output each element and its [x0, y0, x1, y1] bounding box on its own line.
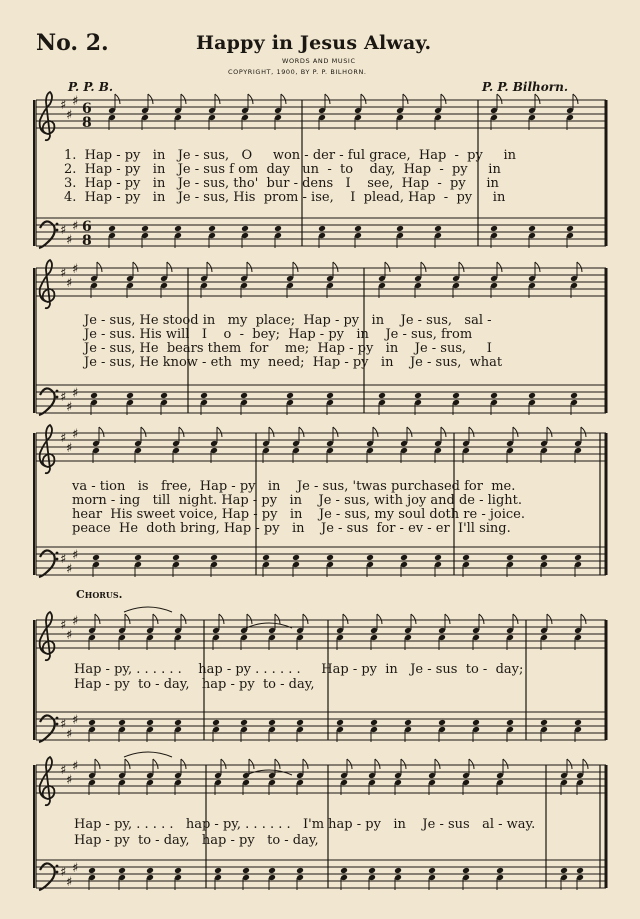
note-head: [400, 554, 408, 561]
treble-clef: [40, 92, 55, 140]
note-flag: [469, 759, 474, 769]
note-flag: [95, 614, 100, 624]
bass-clef-dot: [56, 229, 59, 232]
note-flag: [275, 759, 280, 769]
note-flag: [153, 614, 158, 624]
note-head: [506, 554, 514, 561]
note-head: [574, 554, 582, 561]
note-head: [462, 554, 470, 561]
note-flag: [303, 614, 308, 624]
note-head: [210, 554, 218, 561]
note-flag: [581, 614, 586, 624]
note-flag: [247, 614, 252, 624]
lyricist-credit: P. P. B.: [68, 80, 114, 94]
lyric-line: hear His sweet voice, Hap - py in Je - sus, my soul doth re - joice.: [72, 507, 525, 522]
sharp-sign: ♯: [72, 861, 79, 876]
note-head: [134, 554, 142, 561]
note-head: [174, 719, 182, 726]
note-flag: [403, 94, 408, 104]
note-flag: [219, 614, 224, 624]
note-head: [174, 225, 182, 232]
note-head: [394, 867, 402, 874]
note-head: [286, 392, 294, 399]
sharp-sign: ♯: [72, 713, 79, 728]
note-head: [126, 392, 134, 399]
sharp-sign: ♯: [72, 386, 79, 401]
bass-clef-dot: [56, 396, 59, 399]
lyric-line: 3. Hap - py in Je - sus, tho' bur - dens I see, Hap - py in: [64, 176, 499, 191]
note-head: [296, 719, 304, 726]
lyric-line: 2. Hap - py in Je - sus f om day un - to day, Hap - py in: [64, 162, 501, 177]
note-flag: [375, 759, 380, 769]
note-head: [90, 392, 98, 399]
note-head: [576, 867, 584, 874]
bass-clef-dot: [56, 552, 59, 555]
note-flag: [407, 427, 412, 437]
note-head: [88, 867, 96, 874]
note-head: [354, 225, 362, 232]
lyric-line: 1. Hap - py in Je - sus, O won - der - ful grace, Hap - py in: [64, 148, 517, 163]
note-flag: [97, 262, 102, 272]
lyric-line: morn - ing till night. Hap - py in Je - sus, with joy and de - light.: [72, 493, 523, 508]
treble-clef: [40, 612, 55, 660]
note-flag: [535, 94, 540, 104]
note-head: [574, 719, 582, 726]
note-head: [472, 719, 480, 726]
bass-clef-dot: [56, 871, 59, 874]
sharp-sign: ♯: [72, 219, 79, 234]
note-head: [240, 719, 248, 726]
note-head: [241, 225, 249, 232]
note-flag: [411, 614, 416, 624]
note-flag: [217, 427, 222, 437]
note-head: [452, 392, 460, 399]
note-head: [434, 225, 442, 232]
note-head: [92, 554, 100, 561]
lyric-line: Je - sus, He stood in my place; Hap - py in Je - sus, sal -: [84, 313, 492, 328]
treble-clef: [40, 260, 55, 308]
note-flag: [181, 759, 186, 769]
note-head: [496, 867, 504, 874]
note-flag: [373, 427, 378, 437]
note-flag: [567, 759, 572, 769]
note-head: [200, 392, 208, 399]
note-flag: [281, 94, 286, 104]
note-head: [262, 554, 270, 561]
note-flag: [299, 427, 304, 437]
copyright-notice: COPYRIGHT, 1900, BY P. P. BILHORN.: [228, 68, 367, 76]
note-flag: [303, 759, 308, 769]
time-signature: 6: [82, 219, 92, 235]
note-head: [174, 867, 182, 874]
note-flag: [181, 614, 186, 624]
treble-clef: [40, 757, 55, 805]
sharp-sign: ♯: [72, 94, 79, 109]
note-flag: [333, 427, 338, 437]
note-flag: [421, 262, 426, 272]
note-flag: [435, 759, 440, 769]
note-head: [462, 867, 470, 874]
note-head: [214, 867, 222, 874]
sharp-sign: ♯: [72, 548, 79, 563]
note-flag: [248, 94, 253, 104]
note-head: [428, 867, 436, 874]
note-flag: [401, 759, 406, 769]
sharp-sign: ♯: [72, 262, 79, 277]
sharp-sign: ♯: [60, 865, 67, 880]
note-head: [414, 392, 422, 399]
bass-clef-dot: [56, 390, 59, 393]
note-head: [326, 554, 334, 561]
lyric-line: Hap - py, . . . . . . hap - py . . . . . . Hap - py in Je - sus to - day;: [74, 662, 524, 677]
note-head: [88, 719, 96, 726]
hymn-number: No. 2.: [36, 30, 109, 56]
note-flag: [215, 94, 220, 104]
note-flag: [221, 759, 226, 769]
note-head: [141, 225, 149, 232]
note-flag: [361, 94, 366, 104]
note-flag: [441, 427, 446, 437]
sharp-sign: ♯: [66, 400, 73, 415]
note-head: [296, 867, 304, 874]
note-head: [396, 225, 404, 232]
sharp-sign: ♯: [66, 727, 73, 742]
sharp-sign: ♯: [60, 717, 67, 732]
sharp-sign: ♯: [60, 431, 67, 446]
note-head: [506, 719, 514, 726]
words-music-credit: WORDS AND MUSIC: [282, 57, 356, 65]
bass-clef-dot: [56, 558, 59, 561]
sharp-sign: ♯: [60, 763, 67, 778]
note-head: [242, 867, 250, 874]
note-head: [274, 225, 282, 232]
note-head: [268, 719, 276, 726]
note-flag: [247, 262, 252, 272]
note-flag: [269, 427, 274, 437]
note-head: [378, 392, 386, 399]
note-head: [528, 392, 536, 399]
note-flag: [535, 262, 540, 272]
sharp-sign: ♯: [66, 276, 73, 291]
note-flag: [459, 262, 464, 272]
sharp-sign: ♯: [66, 562, 73, 577]
sharp-sign: ♯: [72, 759, 79, 774]
note-flag: [547, 614, 552, 624]
note-head: [240, 392, 248, 399]
bass-clef-dot: [56, 723, 59, 726]
note-flag: [343, 614, 348, 624]
note-flag: [347, 759, 352, 769]
note-head: [566, 225, 574, 232]
note-head: [490, 225, 498, 232]
note-flag: [377, 614, 382, 624]
note-flag: [167, 262, 172, 272]
note-head: [118, 867, 126, 874]
note-head: [490, 392, 498, 399]
note-flag: [513, 427, 518, 437]
lyric-line: Je - sus, He bears them for me; Hap - py in Je - sus, I: [84, 341, 492, 356]
note-head: [118, 719, 126, 726]
bass-clef-dot: [56, 865, 59, 868]
lyric-line: Je - sus. His will I o - bey; Hap - py in Je - sus, from: [84, 327, 473, 342]
sharp-sign: ♯: [66, 875, 73, 890]
sharp-sign: ♯: [60, 223, 67, 238]
note-flag: [385, 262, 390, 272]
note-flag: [581, 427, 586, 437]
note-flag: [445, 614, 450, 624]
treble-clef: [40, 425, 55, 473]
note-head: [528, 225, 536, 232]
slur: [124, 607, 172, 612]
lyric-line: 4. Hap - py in Je - sus, His prom - ise, I plead, Hap - py in: [64, 190, 506, 205]
note-flag: [141, 427, 146, 437]
note-flag: [577, 262, 582, 272]
note-head: [434, 554, 442, 561]
note-flag: [207, 262, 212, 272]
sharp-sign: ♯: [60, 266, 67, 281]
note-head: [368, 867, 376, 874]
note-flag: [293, 262, 298, 272]
sharp-sign: ♯: [60, 390, 67, 405]
note-head: [438, 719, 446, 726]
hymn-title: Happy in Jesus Alway.: [196, 32, 432, 54]
note-flag: [469, 427, 474, 437]
note-head: [326, 392, 334, 399]
note-head: [172, 554, 180, 561]
note-head: [212, 719, 220, 726]
sharp-sign: ♯: [72, 614, 79, 629]
note-head: [318, 225, 326, 232]
lyric-line: va - tion is free, Hap - py in Je - sus, 'twas purchased for me.: [72, 479, 516, 494]
note-head: [570, 392, 578, 399]
note-head: [366, 554, 374, 561]
composer-credit: P. P. Bilhorn.: [482, 80, 568, 94]
sharp-sign: ♯: [66, 441, 73, 456]
sharp-sign: ♯: [72, 427, 79, 442]
note-flag: [513, 614, 518, 624]
sharp-sign: ♯: [66, 773, 73, 788]
note-head: [336, 719, 344, 726]
note-flag: [503, 759, 508, 769]
note-flag: [547, 427, 552, 437]
sharp-sign: ♯: [60, 98, 67, 113]
time-signature: 8: [82, 233, 92, 249]
note-flag: [441, 94, 446, 104]
lyric-line: Hap - py to - day, hap - py to - day,: [74, 833, 319, 848]
note-head: [370, 719, 378, 726]
note-head: [292, 554, 300, 561]
note-head: [268, 867, 276, 874]
lyric-line: Je - sus, He know - eth my need; Hap - py in Je - sus, what: [84, 355, 503, 370]
note-flag: [573, 94, 578, 104]
note-flag: [153, 759, 158, 769]
note-flag: [333, 262, 338, 272]
sharp-sign: ♯: [60, 618, 67, 633]
note-head: [404, 719, 412, 726]
note-flag: [497, 262, 502, 272]
note-flag: [497, 94, 502, 104]
sharp-sign: ♯: [66, 628, 73, 643]
note-head: [108, 225, 116, 232]
note-head: [146, 867, 154, 874]
bass-clef-dot: [56, 223, 59, 226]
note-head: [160, 392, 168, 399]
note-flag: [583, 759, 588, 769]
note-flag: [249, 759, 254, 769]
note-head: [540, 554, 548, 561]
note-flag: [99, 427, 104, 437]
note-head: [208, 225, 216, 232]
note-head: [560, 867, 568, 874]
note-flag: [125, 614, 130, 624]
note-head: [540, 719, 548, 726]
note-flag: [275, 614, 280, 624]
note-flag: [125, 759, 130, 769]
time-signature: 6: [82, 101, 92, 117]
time-signature: 8: [82, 115, 92, 131]
chorus-label: Chorus.: [76, 588, 123, 601]
note-flag: [181, 94, 186, 104]
note-flag: [479, 614, 484, 624]
note-head: [146, 719, 154, 726]
sharp-sign: ♯: [66, 233, 73, 248]
lyric-line: peace He doth bring, Hap - py in Je - sus for - ev - er I'll sing.: [72, 521, 511, 536]
sharp-sign: ♯: [60, 552, 67, 567]
sharp-sign: ♯: [66, 108, 73, 123]
slur: [124, 752, 172, 757]
note-head: [340, 867, 348, 874]
note-flag: [179, 427, 184, 437]
lyric-line: Hap - py, . . . . . hap - py, . . . . . . I'm hap - py in Je - sus al - way.: [74, 817, 536, 832]
note-flag: [325, 94, 330, 104]
lyric-line: Hap - py to - day, hap - py to - day,: [74, 677, 315, 692]
note-flag: [148, 94, 153, 104]
note-flag: [95, 759, 100, 769]
note-flag: [133, 262, 138, 272]
note-flag: [115, 94, 120, 104]
bass-clef-dot: [56, 717, 59, 720]
